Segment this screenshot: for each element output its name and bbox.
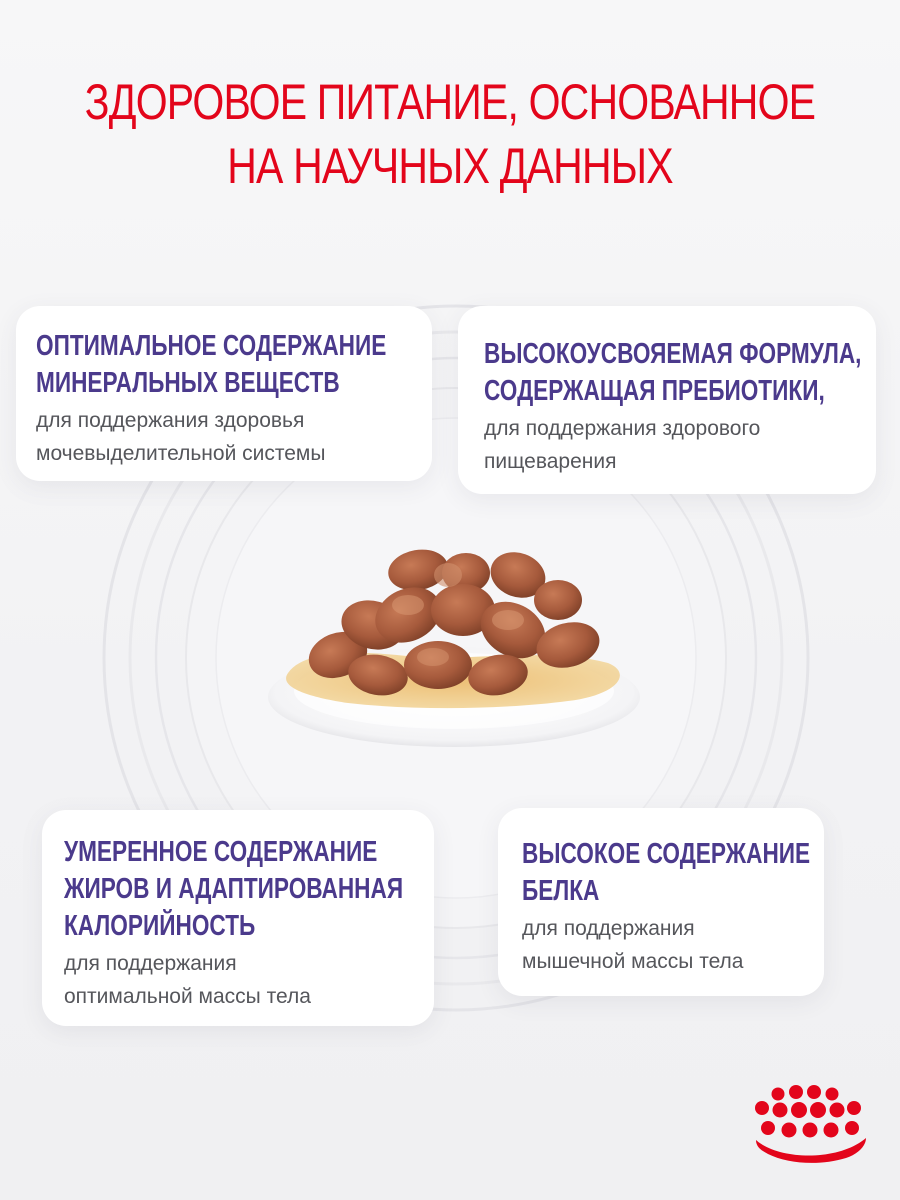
benefit-description-line: мышечной массы тела [522, 950, 744, 973]
benefit-card-calories [42, 810, 434, 1026]
benefit-title-line: ВЫСОКОЕ СОДЕРЖАНИЕ [522, 838, 811, 870]
food-plate-image [268, 535, 644, 755]
benefit-title-line: БЕЛКА [522, 875, 600, 907]
benefit-title [64, 834, 404, 945]
royal-canin-crown-logo [748, 1084, 872, 1164]
benefit-description [484, 412, 850, 478]
benefit-description-line: мочевыделительной системы [36, 442, 326, 465]
benefit-title-line: ОПТИМАЛЬНОЕ СОДЕРЖАНИЕ [36, 330, 387, 362]
benefit-title [36, 328, 387, 402]
benefit-title-line: ЖИРОВ И АДАПТИРОВАННАЯ [64, 873, 404, 905]
headline-line-1: ЗДОРОВОЕ ПИТАНИЕ, ОСНОВАННОЕ [84, 74, 816, 130]
benefit-description-line: для поддержания здоровья [36, 409, 305, 432]
benefit-description [64, 947, 412, 1013]
benefit-card-protein [498, 808, 824, 996]
benefit-description [522, 912, 800, 978]
benefit-description-line: для поддержания [64, 952, 237, 975]
benefit-title-line: МИНЕРАЛЬНЫХ ВЕЩЕСТВ [36, 367, 340, 399]
benefit-description-line: пищеварения [484, 450, 617, 473]
benefit-title-line: КАЛОРИЙНОСТЬ [64, 910, 256, 942]
benefit-title-line: СОДЕРЖАЩАЯ ПРЕБИОТИКИ, [484, 375, 825, 407]
benefit-description-line: для поддержания [522, 917, 695, 940]
headline-line-2: НА НАУЧНЫХ ДАННЫХ [227, 138, 673, 194]
benefit-card-digestion [458, 306, 876, 494]
benefit-title-line: УМЕРЕННОЕ СОДЕРЖАНИЕ [64, 836, 378, 868]
benefit-title-line: ВЫСОКОУСВОЯЕМАЯ ФОРМУЛА, [484, 338, 862, 370]
benefit-description-line: оптимальной массы тела [64, 985, 311, 1008]
benefit-description [36, 404, 412, 470]
benefit-title [522, 836, 811, 910]
benefit-description-line: для поддержания здорового [484, 417, 761, 440]
benefit-title [484, 336, 862, 410]
benefit-card-minerals [16, 306, 432, 481]
